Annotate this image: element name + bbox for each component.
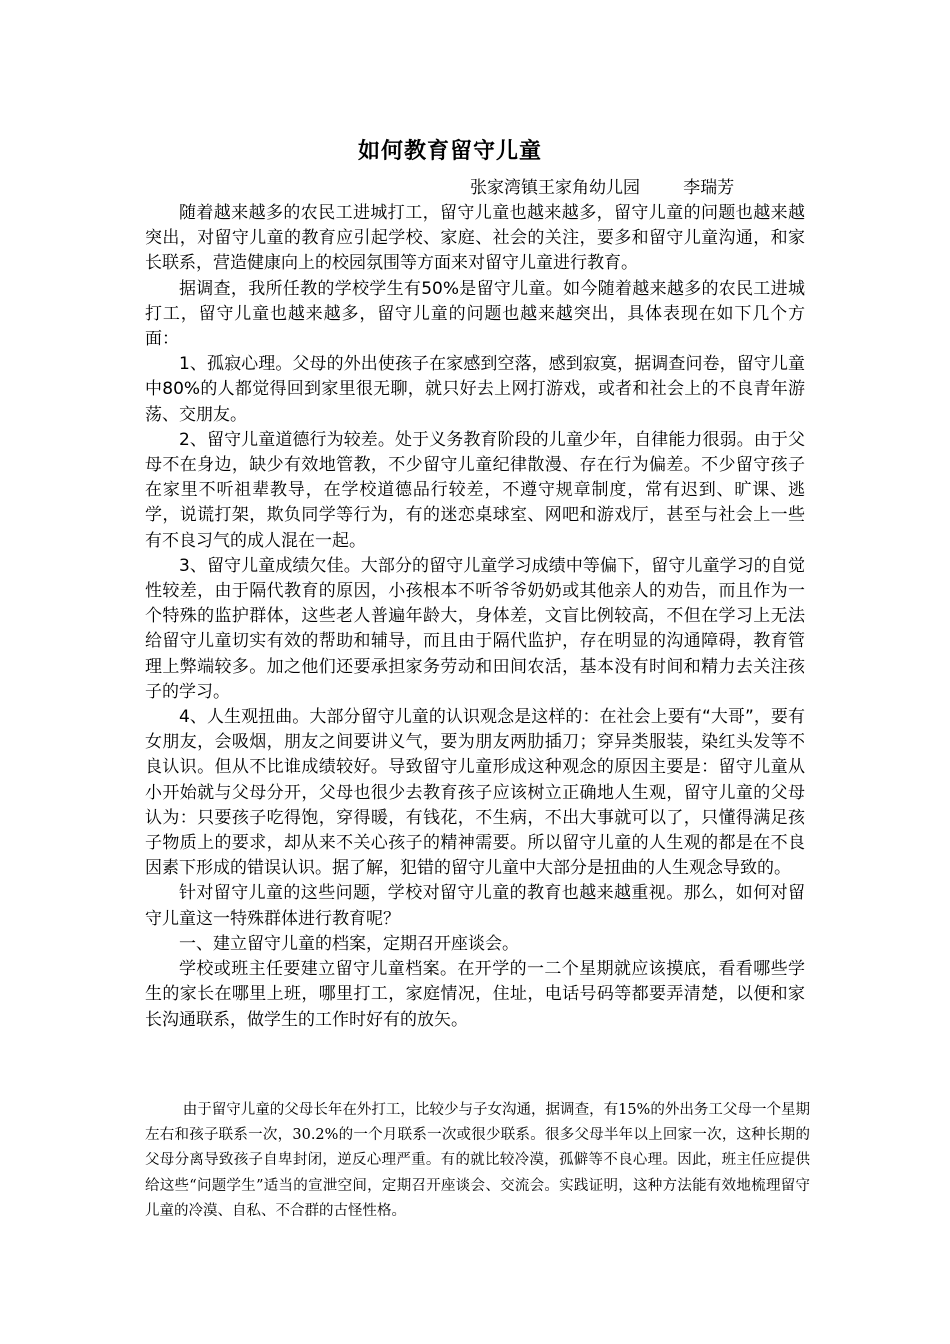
paragraph-point-4: 4、人生观扭曲。大部分留守儿童的认识观念是这样的：在社会上要有“大哥”，要有女朋友，会吸烟，朋友之间要讲义气，要为朋友两肋插刀；穿异类服装，染红头发等不良认识。但从不比谁成绩较好。导致留守儿童形成这种观念的原因主要是：留守儿童从小开始就与父母分开，父母也很少去教育孩子应该树立正确地人生观，留守儿童的父母认为：只要孩子吃得饱，穿得暖，有钱花，不生病，不出大事就可以了，只懂得满足孩子物质上的要求，却从来不关心孩子的精神需要。所以留守儿童的人生观的都是在不良因素下形成的错误认识。据了解，犯错的留守儿童中大部分是扭曲的人生观念导致的。 [145, 707, 805, 879]
document-small-paragraph [145, 1098, 810, 1224]
document-body [145, 201, 805, 1033]
section-heading-1: 一、建立留守儿童的档案，定期召开座谈会。 [179, 933, 519, 954]
paragraph-point-2: 2、留守儿童道德行为较差。处于义务教育阶段的儿童少年，自律能力很弱。由于父母不在身边，缺少有效地管教，不少留守儿童纪律散漫、存在行为偏差。不少留守孩子在家里不听祖辈教导，在学校道德品行较差，不遵守规章制度，常有迟到、旷课、逃学，说谎打架，欺负同学等行为，有的迷恋桌球室、网吧和游戏厅，甚至与社会上一些有不良习气的成人混在一起。 [145, 429, 805, 551]
paragraph-transition: 针对留守儿童的这些问题，学校对留守儿童的教育也越来越重视。那么，如何对留守儿童这一特殊群体进行教育呢？ [145, 883, 805, 929]
paragraph-point-1: 1、孤寂心理。父母的外出使孩子在家感到空落，感到寂寞，据调查问卷，留守儿童中80%的人都觉得回到家里很无聊，就只好去上网打游戏，或者和社会上的不良青年游荡、交朋友。 [145, 354, 805, 425]
document-title: 如何教育留守儿童 [357, 139, 542, 164]
paragraph-archive: 学校或班主任要建立留守儿童档案。在开学的一二个星期就应该摸底，看看哪些学生的家长在哪里上班，哪里打工，家庭情况，住址，电话号码等都要弄清楚，以便和家长沟通联系，做学生的工作时好有的放矢。 [145, 959, 805, 1030]
paragraph-intro: 随着越来越多的农民工进城打工，留守儿童也越来越多，留守儿童的问题也越来越突出，对留守儿童的教育应引起学校、家庭、社会的关注，要多和留守儿童沟通，和家长联系，营造健康向上的校园氛围等方面来对留守儿童进行教育。 [145, 203, 805, 274]
paragraph-survey: 据调查，我所任教的学校学生有50%是留守儿童。如今随着越来越多的农民工进城打工，留守儿童也越来越多，留守儿童的问题也越来越突出，具体表现在如下几个方面： [145, 278, 805, 350]
paragraph-point-3: 3、留守儿童成绩欠佳。大部分的留守儿童学习成绩中等偏下，留守儿童学习的自觉性较差，由于隔代教育的原因，小孩根本不听爷爷奶奶或其他亲人的劝告，而且作为一个特殊的监护群体，这些老人普遍年龄大，身体差，文盲比例较高，不但在学习上无法给留守儿童切实有效的帮助和辅导，而且由于隔代监护，存在明显的沟通障碍，教育管理上弊端较多。加之他们还要承担家务劳动和田间农活，基本没有时间和精力去关注孩子的学习。 [145, 555, 805, 702]
paragraph-communication: 由于留守儿童的父母长年在外打工，比较少与子女沟通，据调查，有15%的外出务工父母一个星期左右和孩子联系一次，30.2%的一个月联系一次或很少联系。很多父母半年以上回家一次，这种长期的父母分离导致孩子自卑封闭，逆反心理严重。有的就比较冷漠，孤僻等不良心理。因此，班主任应提供给这些“问题学生”适当的宣泄空间，定期召开座谈会、交流会。实践证明，这种方法能有效地梳理留守儿童的冷漠、自私、不合群的古怪性格。 [145, 1102, 810, 1219]
author-byline: 张家湾镇王家角幼儿园 李瑞芳 [470, 178, 735, 198]
